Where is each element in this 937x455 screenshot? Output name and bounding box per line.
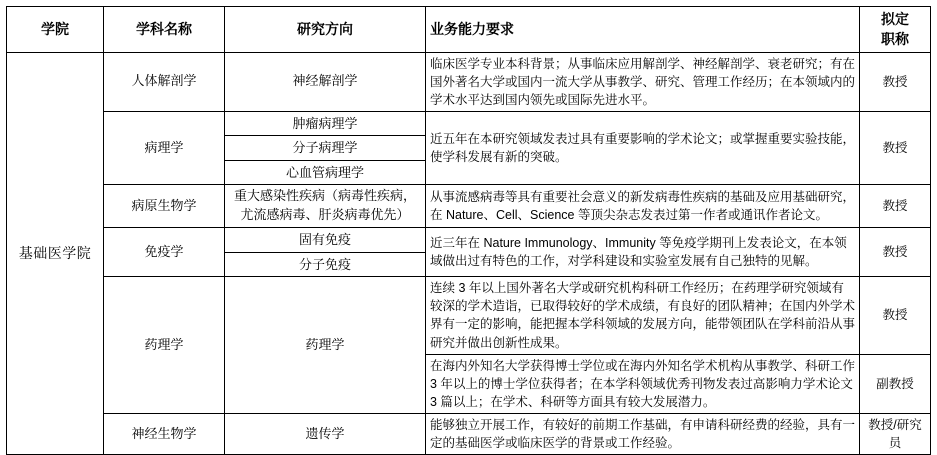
direction-cell: 重大感染性疾病（病毒性疾病，尤流感病毒、肝炎病毒优先） xyxy=(225,185,426,228)
requirements-table xyxy=(6,6,931,455)
table-body xyxy=(7,52,931,455)
table-row xyxy=(7,52,931,111)
title-cell: 教授/研究员 xyxy=(860,414,931,455)
subject-cell: 药理学 xyxy=(104,277,225,414)
table-row xyxy=(7,111,931,185)
ability-cell: 近三年在 Nature Immunology、Immunity 等免疫学期刊上发表论文，在本领域做出过有特色的工作，对学科建设和实验室发展有自己独特的见解。 xyxy=(426,228,860,277)
subject-cell: 人体解剖学 xyxy=(104,52,225,111)
header-row xyxy=(7,7,931,53)
table-row xyxy=(7,414,931,455)
table-row xyxy=(7,277,931,355)
title-cell: 教授 xyxy=(860,111,931,185)
title-cell: 教授 xyxy=(860,277,931,355)
header-college: 学院 xyxy=(7,7,104,53)
header-title-line2: 职称 xyxy=(881,31,909,48)
title-cell: 教授 xyxy=(860,52,931,111)
subject-cell: 免疫学 xyxy=(104,228,225,277)
subject-cell: 病理学 xyxy=(104,111,225,185)
ability-cell: 近五年在本研究领域发表过具有重要影响的学术论文；或掌握重要实验技能，使学科发展有新的突破。 xyxy=(426,111,860,185)
ability-cell: 临床医学专业本科背景；从事临床应用解剖学、神经解剖学、衰老研究；有在国外著名大学或国内一流大学从事教学、研究、管理工作经历；在本领域内的学术水平达到国内领先或国际先进水平。 xyxy=(426,52,860,111)
title-cell: 教授 xyxy=(860,228,931,277)
direction-cell xyxy=(225,228,426,277)
header-title-line1: 拟定 xyxy=(881,11,909,27)
table-row xyxy=(7,185,931,228)
ability-cell: 连续 3 年以上国外著名大学或研究机构科研工作经历；在药理学研究领域有较深的学术造诣，已取得较好的学术成绩，有良好的团队精神；在国内外学术界有一定的影响，能把握本学科领域的发展方向，能带领团队在学科前沿从事研究并做出创新性成果。 xyxy=(426,277,860,355)
header-ability: 业务能力要求 xyxy=(426,7,860,53)
direction-item: 肿瘤病理学 xyxy=(225,112,425,136)
direction-cell: 遗传学 xyxy=(225,414,426,455)
ability-cell: 在海内外知名大学获得博士学位或在海内外知名学术机构从事教学、科研工作 3 年以上的博士学位获得者；在本学科领域优秀刊物发表过高影响力学术论文 3 篇以上；在学术、科研等方面具有较大发展潜力。 xyxy=(426,354,860,413)
header-title xyxy=(860,7,931,53)
direction-item: 固有免疫 xyxy=(225,228,425,252)
ability-cell: 从事流感病毒等具有重要社会意义的新发病毒性疾病的基础及应用基础研究，在 Nature、Cell、Science 等顶尖杂志发表过第一作者或通讯作者论文。 xyxy=(426,185,860,228)
direction-cell: 神经解剖学 xyxy=(225,52,426,111)
direction-item: 心血管病理学 xyxy=(285,164,364,180)
header-direction: 研究方向 xyxy=(225,7,426,53)
title-cell: 教授 xyxy=(860,185,931,228)
title-cell: 副教授 xyxy=(860,354,931,413)
direction-sublist xyxy=(225,112,425,185)
header-subject: 学科名称 xyxy=(104,7,225,53)
direction-item: 分子免疫 xyxy=(298,256,351,272)
direction-item: 分子病理学 xyxy=(225,136,425,161)
direction-sublist xyxy=(225,228,425,276)
subject-cell: 病原生物学 xyxy=(104,185,225,228)
subject-cell: 神经生物学 xyxy=(104,414,225,455)
table-header xyxy=(7,7,931,53)
direction-cell xyxy=(225,111,426,185)
direction-cell: 药理学 xyxy=(225,277,426,414)
ability-cell: 能够独立开展工作，有较好的前期工作基础，有申请科研经费的经验，具有一定的基础医学或临床医学的背景或工作经验。 xyxy=(426,414,860,455)
table-row xyxy=(7,228,931,277)
college-cell: 基础医学院 xyxy=(7,52,104,455)
